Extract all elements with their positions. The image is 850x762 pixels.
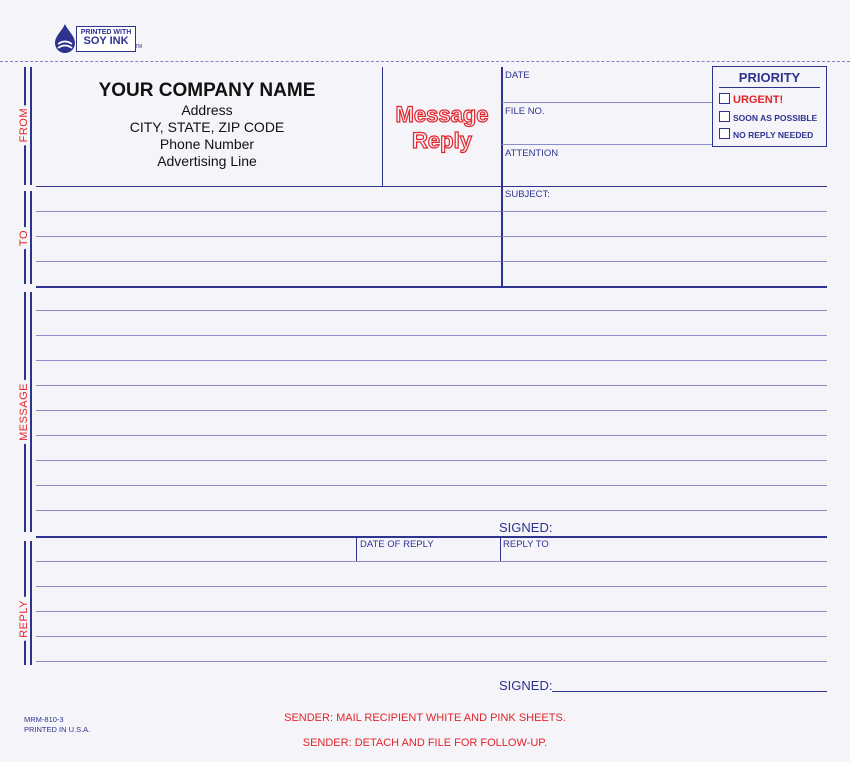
message-line-3[interactable] — [36, 360, 827, 361]
reply-section-bar — [18, 541, 32, 665]
date-label: DATE — [505, 70, 530, 81]
reply-line-3[interactable] — [36, 611, 827, 612]
to-line-1[interactable] — [36, 211, 501, 212]
company-city: CITY, STATE, ZIP CODE — [129, 119, 285, 135]
priority-option-no-reply[interactable] — [719, 128, 813, 140]
urgent-checkbox[interactable] — [719, 93, 730, 104]
reply-signed-label: SIGNED: — [499, 678, 553, 693]
from-section-bar — [18, 67, 32, 185]
no-reply-checkbox[interactable] — [719, 128, 730, 139]
company-phone: Phone Number — [159, 136, 255, 152]
message-line-9[interactable] — [36, 510, 827, 511]
message-line-8[interactable] — [36, 485, 827, 486]
priority-option-urgent[interactable] — [719, 93, 783, 106]
reply-line-4[interactable] — [36, 636, 827, 637]
reply-to-label: REPLY TO — [503, 539, 549, 550]
soy-ink-badge — [76, 26, 136, 52]
subject-label: SUBJECT: — [505, 189, 550, 200]
company-block — [36, 80, 378, 170]
company-ad-line: Advertising Line — [157, 153, 257, 169]
from-label: FROM — [18, 105, 30, 145]
priority-option-asap[interactable] — [719, 111, 817, 123]
priority-title: PRIORITY — [738, 70, 801, 85]
stamp-reply: Reply — [412, 128, 472, 153]
reply-label: REPLY — [18, 597, 30, 641]
message-signed-label: SIGNED: — [499, 520, 553, 535]
to-line-3[interactable] — [36, 261, 501, 262]
message-line-2[interactable] — [36, 335, 827, 336]
reply-signature-line[interactable] — [552, 691, 827, 692]
message-label: MESSAGE — [18, 380, 30, 444]
to-label: TO — [18, 227, 30, 249]
reply-line-1[interactable] — [36, 561, 827, 562]
subject-line-2[interactable] — [502, 236, 827, 237]
instruction-1: SENDER: MAIL RECIPIENT WHITE AND PINK SHEETS. — [284, 712, 566, 724]
reply-line-2[interactable] — [36, 586, 827, 587]
urgent-label: URGENT! — [733, 94, 784, 106]
attention-label: ATTENTION — [505, 148, 559, 159]
subject-line-3[interactable] — [502, 261, 827, 262]
reply-line-5[interactable] — [36, 661, 827, 662]
message-reply-stamp — [383, 102, 501, 154]
soy-ink-logo — [52, 22, 143, 54]
no-reply-label: NO REPLY NEEDED — [733, 130, 814, 140]
message-line-5[interactable] — [36, 410, 827, 411]
soy-drop-icon — [52, 22, 78, 54]
stamp-message: Message — [395, 102, 489, 127]
message-line-1[interactable] — [36, 310, 827, 311]
logo-line2: SOY INK — [83, 35, 129, 47]
subject-line-1[interactable] — [502, 211, 827, 212]
company-address: Address — [181, 102, 233, 118]
form-code: MRM-810-3 — [24, 715, 64, 724]
instruction-2: SENDER: DETACH AND FILE FOR FOLLOW-UP. — [302, 737, 548, 749]
message-line-4[interactable] — [36, 385, 827, 386]
to-section-bar — [18, 191, 32, 284]
message-section-bar — [18, 292, 32, 532]
file-no-label: FILE NO. — [505, 106, 545, 117]
message-line-7[interactable] — [36, 460, 827, 461]
printed-in: PRINTED IN U.S.A. — [24, 725, 91, 734]
company-name: YOUR COMPANY NAME — [98, 80, 316, 101]
priority-box — [712, 66, 827, 147]
asap-label: SOON AS POSSIBLE — [733, 113, 818, 123]
message-line-6[interactable] — [36, 435, 827, 436]
date-of-reply-label: DATE OF REPLY — [360, 539, 434, 550]
to-line-2[interactable] — [36, 236, 501, 237]
perforation-line — [0, 61, 850, 62]
logo-line1: PRINTED WITH — [80, 29, 132, 36]
asap-checkbox[interactable] — [719, 111, 730, 122]
logo-trademark: TM — [135, 44, 143, 50]
